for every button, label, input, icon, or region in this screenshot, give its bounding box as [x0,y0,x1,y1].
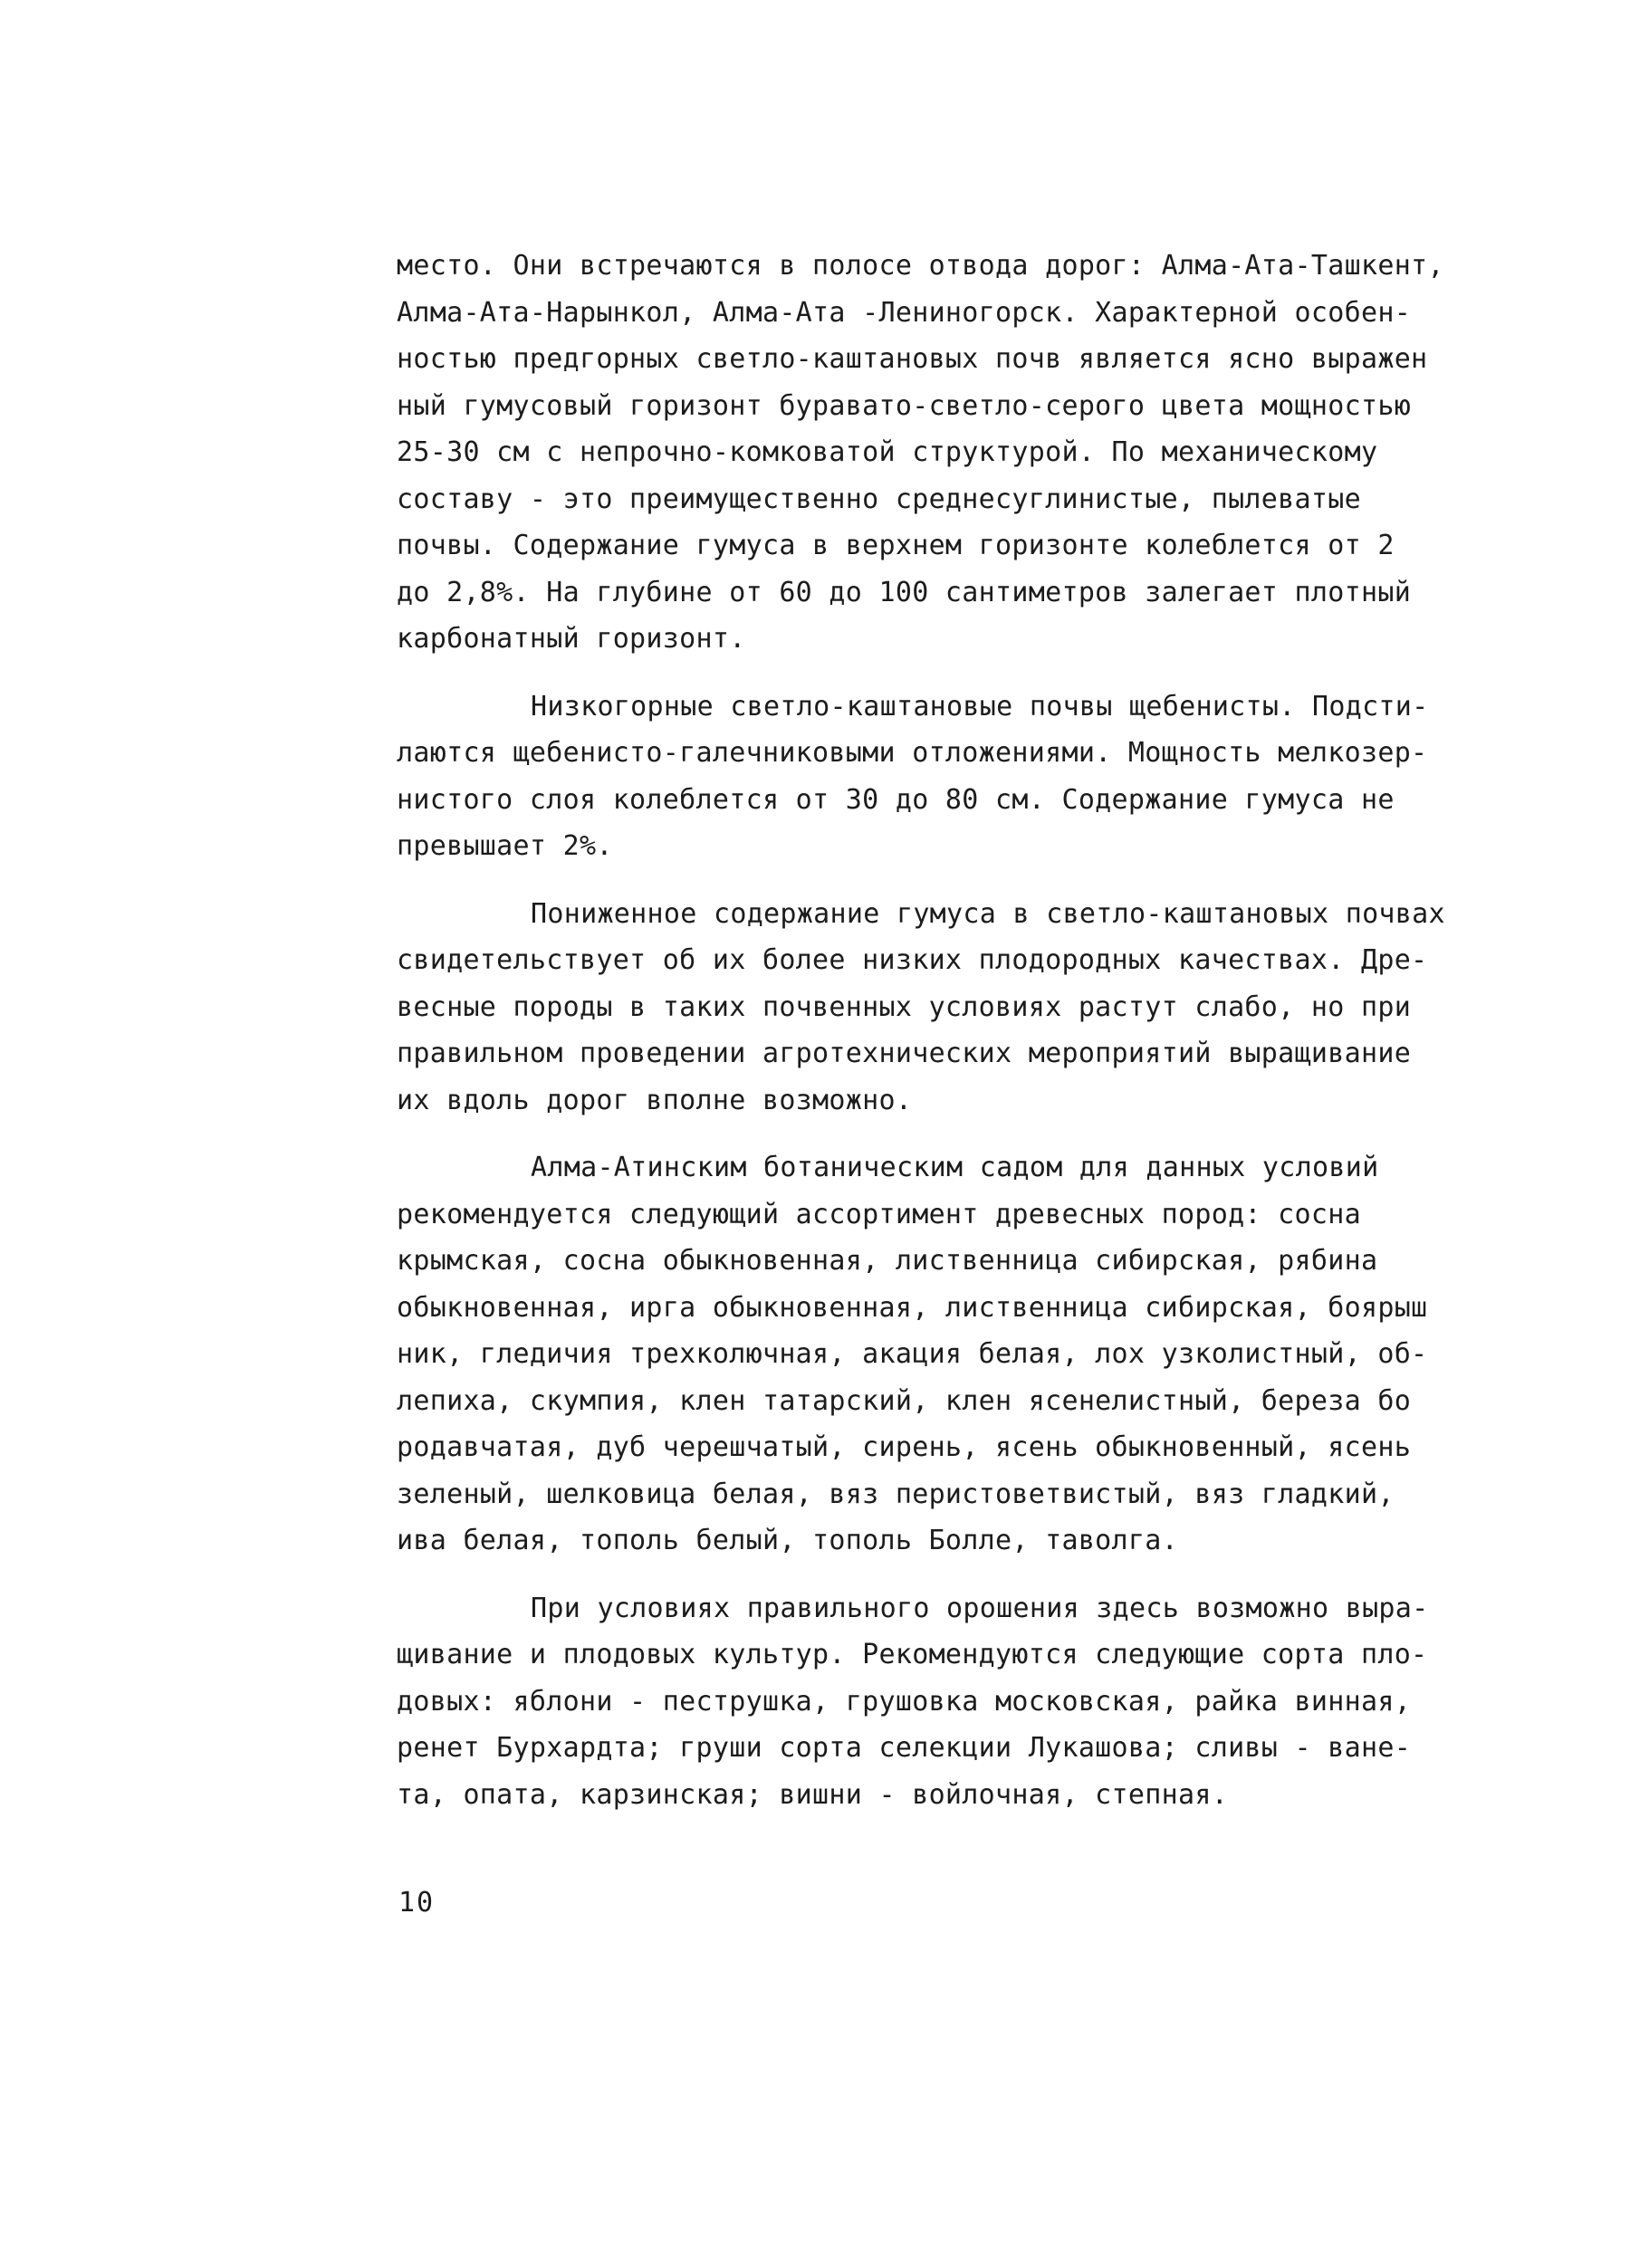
text-line: почвы. Содержание гумуса в верхнем горизонте колеблется от 2 [397,530,1395,561]
text-line: ива белая, тополь белый, тополь Болле, таволга. [397,1525,1178,1556]
body-text [397,243,1510,1818]
text-line: весные породы в таких почвенных условиях растут слабо, но при [397,990,1412,1023]
paragraph-3 [397,891,1510,1124]
text-line: до 2,8%. На глубине от 60 до 100 сантиметров залегает плотный [397,576,1412,608]
text-line: При условиях правильного орошения здесь возможно выра- [531,1592,1429,1624]
text-line: правильном проведении агротехнических мероприятий выращивание [397,1038,1412,1069]
text-line: зеленый, шелковица белая, вяз перистоветвистый, вяз гладкий, [397,1478,1395,1510]
text-line: крымская, сосна обыкновенная, лиственница сибирская, рябина [397,1245,1378,1277]
text-line: 25-30 см с непрочно-комковатой структурой. По механическому [397,436,1378,468]
text-line: ный гумусовый горизонт буравато-светло-серого цвета мощностью [397,389,1412,422]
text-line: Алма-Атинским ботаническим садом для данных условий [531,1152,1379,1183]
text-line: превышает 2%. [397,830,613,862]
paragraph-5 [397,1585,1510,1819]
text-line: родавчатая, дуб черешчатый, сирень, ясень обыкновенный, ясень [397,1431,1412,1463]
page-number: 10 [398,1887,436,1919]
text-line: ренет Бурхардта; груши сорта селекции Лукашова; сливы - ване- [397,1732,1412,1764]
text-line: обыкновенная, ирга обыкновенная, лиственница сибирская, боярыш [397,1291,1428,1324]
text-line: нистого слоя колеблется от 30 до 80 см. Содержание гумуса не [397,783,1395,816]
text-line: свидетельствует об их более низких плодородных качествах. Дре- [397,944,1428,976]
text-line: ник, гледичия трехколючная, акация белая, лох узколистный, об- [397,1338,1428,1370]
paragraph-4 [397,1144,1510,1565]
text-line: щивание и плодовых культур. Рекомендуются следующие сорта пло- [397,1639,1428,1670]
text-line: Пониженное содержание гумуса в светло-каштановых почвах [531,897,1445,930]
text-line: место. Они встречаются в полосе отвода дорог: Алма-Ата-Ташкент, [397,250,1444,282]
text-line: их вдоль дорог вполне возможно. [397,1084,913,1116]
text-line: рекомендуется следующий ассортимент древесных пород: сосна [397,1198,1361,1230]
text-line: Низкогорные светло-каштановые почвы щебенисты. Подсти- [531,690,1429,723]
text-line: лаются щебенисто-галечниковыми отложениями. Мощность мелкозер- [397,737,1428,769]
paragraph-2 [397,684,1510,870]
text-line: ностью предгорных светло-каштановых почв является ясно выражен [397,343,1428,375]
text-line: та, опата, карзинская; вишни - войлочная, степная. [397,1778,1229,1811]
text-line: карбонатный горизонт. [397,623,746,655]
text-line: составу - это преимущественно среднесуглинистые, пылеватые [397,483,1361,515]
text-line: довых: яблони - пеструшка, грушовка московская, райка винная, [397,1685,1412,1718]
text-line: Алма-Ата-Нарынкол, Алма-Ата -Лениногорск. Характерной особен- [397,296,1412,329]
text-line: лепиха, скумпия, клен татарский, клен ясенелистный, береза бо [397,1384,1412,1417]
paragraph-1 [397,243,1510,663]
